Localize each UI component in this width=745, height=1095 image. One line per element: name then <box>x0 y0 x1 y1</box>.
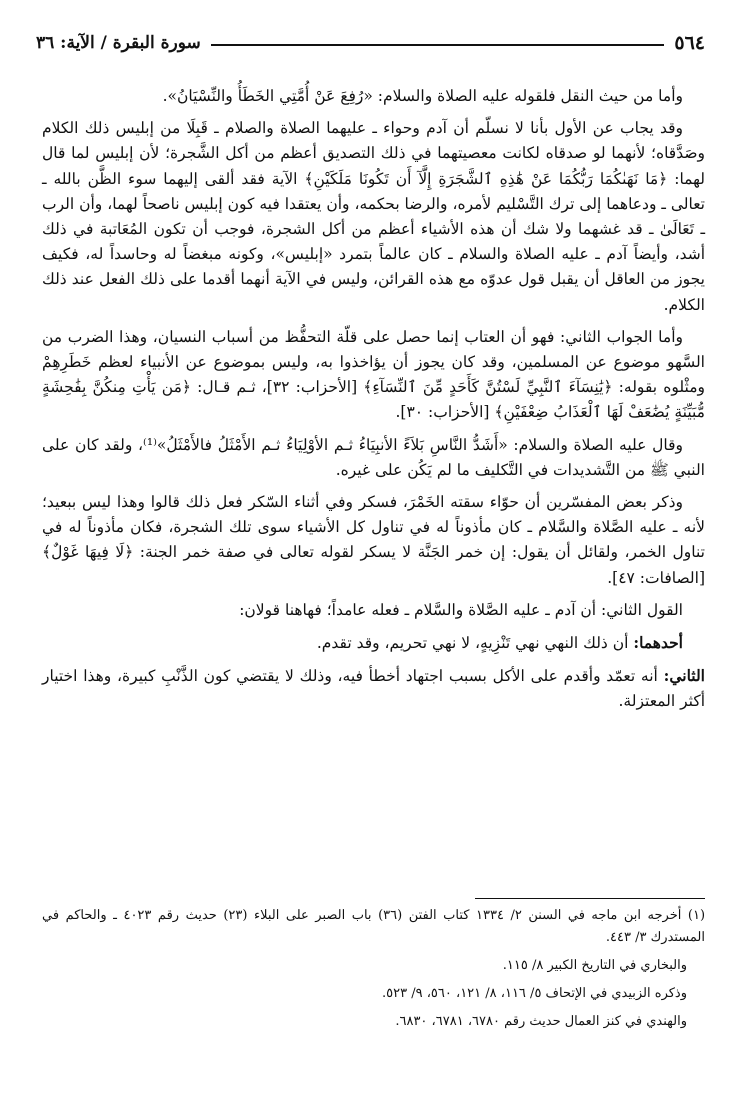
paragraph: القول الثاني: أن آدم ـ عليه الصَّلاة والسَّلام ـ فعله عامداً؛ فهاهنا قولان: <box>239 600 683 619</box>
paragraph: وأما الجواب الثاني: فهو أن العتاب إنما حصل على قلّة التحفُّظ من أسباب النسيان، وهذا الضرب من السَّهو موضوع عن المسلمين، وقد كان يجوز أن يؤاخذوا به، وليس بموضوع عن الأنبياء لعظم خَطَرِهِمْ ومثْلوه بقوله: ﴿يَٰنِسَآءَ ٱلنَّبِيِّ لَسْتُنَّ كَأَحَدٍ مِّنَ ٱلنِّسَآءِ﴾ [الأحزاب: ٣٢]، ثـم قـال: ﴿مَن يَأْتِ مِنكُنَّ بِفَٰحِشَةٍ مُّبَيِّنَةٍ يُضَٰعَفْ لَهَا ٱلْعَذَابُ ضِعْفَيْنِ﴾ [الأحزاب: ٣٠]. <box>42 327 705 422</box>
opinion-one-label: أحدهما: <box>633 633 683 653</box>
page-number: ٥٦٤ <box>674 32 705 54</box>
opinion-two-paragraph <box>42 663 705 714</box>
opinion-one-text: أن ذلك النهي نهي تَنْزِيهٍ، لا نهي تحريم، وقد تقدم. <box>316 634 634 653</box>
footnote: (١) أخرجه ابن ماجه في السنن ٢/ ١٣٣٤ كتاب الفتن (٣٦) باب الصبر على البلاء (٢٣) حديث رقم ٤٠٢٣ ـ والحاكم في المستدرك ٣/ ٤٤٣. <box>42 908 706 945</box>
opinion-one-paragraph <box>42 630 705 656</box>
running-header <box>36 30 705 56</box>
opinion-two-text: أنه تعمّد وأقدم على الأكل بسبب اجتهاد أخطأ فيه، وذلك لا يقتضي كون الذَّنْبِ كبيرة، وهذا اختيار أكثر المعتزلة. <box>42 667 705 711</box>
footnote-continuation: والبخاري في التاريخ الكبير ٨/ ١١٥. <box>502 958 687 973</box>
main-text <box>42 84 705 722</box>
header-rule <box>211 44 665 46</box>
paragraph: وقد يجاب عن الأول بأنا لا نسلّم أن آدم وحواء ـ عليهما الصلاة والصلام ـ قَبِلَا من إبليس ذلك الكلام وصَدَّقاه؛ لأنهما لو صدقاه لكانت معصيتهما في ذلك التصديق أعظم من أكل الشَّجرة؛ لأن إبليس لما قال لهما: ﴿مَا نَهَىٰكُمَا رَبُّكُمَا عَنْ هَٰذِهِ ٱلشَّجَرَةِ إِلَّآ أَن تَكُونَا مَلَكَيْنِ﴾ الآية فقد ألقى إليهما سوء الظَّن بالله ـ تعالى ـ ودعاهما إلى ترك التَّسْليم لأمره، والرضا بحكمه، وأن يعتقدا فيه كون إبليس ناصحاً لهما، وأن الرب ـ تَعَالَىٰ ـ قد غشهما ولا شك أن هذه الأشياء أعظم من أكل الشجرة، فوجب أن تكون المُعَاتبة في ذلك أشد، وأيضاً آدم ـ عليه الصلاة والسلام ـ كان عالماً بتمرد «إبليس»، وكونه مبغضاً له وحاسداً له، فكيف يجوز من العاقل أن يقبل قول عدوّه مع هذه القرائن، وليس في الآية أنهما أقدما على ذلك الفعل عند ذلك الكلام. <box>42 119 705 314</box>
paragraph: وقال عليه الصلاة والسلام: «أَشَدُّ النَّاسِ بَلاَءً الأنبِيَاءُ ثـم الأوْلِيَاءُ ثـم الأَمْثَلُ فالأَمْثَلُ»⁽¹⁾، ولقد كان على النبي ﷺ من التَّشديدات في التَّكليف ما لم يَكُن على غيره. <box>42 435 705 479</box>
footnotes <box>42 905 705 1039</box>
footnote-continuation: وذكره الزبيدي في الإتحاف ٥/ ١١٦، ٨/ ١٢١، ٥٦٠، ٩/ ٥٢٣. <box>381 986 687 1001</box>
header-title: سورة البقرة / الآية: ٣٦ <box>36 33 201 53</box>
paragraph: وذكر بعض المفسّرين أن حوّاء سقته الخَمْرَ، فسكر وفي أثناء السّكر فعل ذلك قالوا وهذا ليس ببعيد؛ لأنه ـ عليه الصَّلاة والسَّلام ـ كان مأذوناً له في تناول كل الأشياء سوى تلك الشجرة، فكان مأذوناً له في تناول الخمر، ولقائل أن يقول: إن خمر الجَنَّة لا يسكر لقوله تعالى في صفة خمر الجنة: ﴿لَا فِيهَا غَوْلٌ﴾ [الصافات: ٤٧]. <box>42 493 705 587</box>
footnote-separator <box>475 898 705 899</box>
footnote-continuation: والهندي في كنز العمال حديث رقم ٦٧٨٠، ٦٧٨١، ٦٨٣٠. <box>395 1014 687 1029</box>
paragraph: وأما من حيث النقل فلقوله عليه الصلاة والسلام: «رُفِعَ عَنْ أُمَّتِي الخَطَأُ والنِّسْيَانُ». <box>162 87 683 105</box>
opinion-two-label: الثاني: <box>663 666 705 686</box>
